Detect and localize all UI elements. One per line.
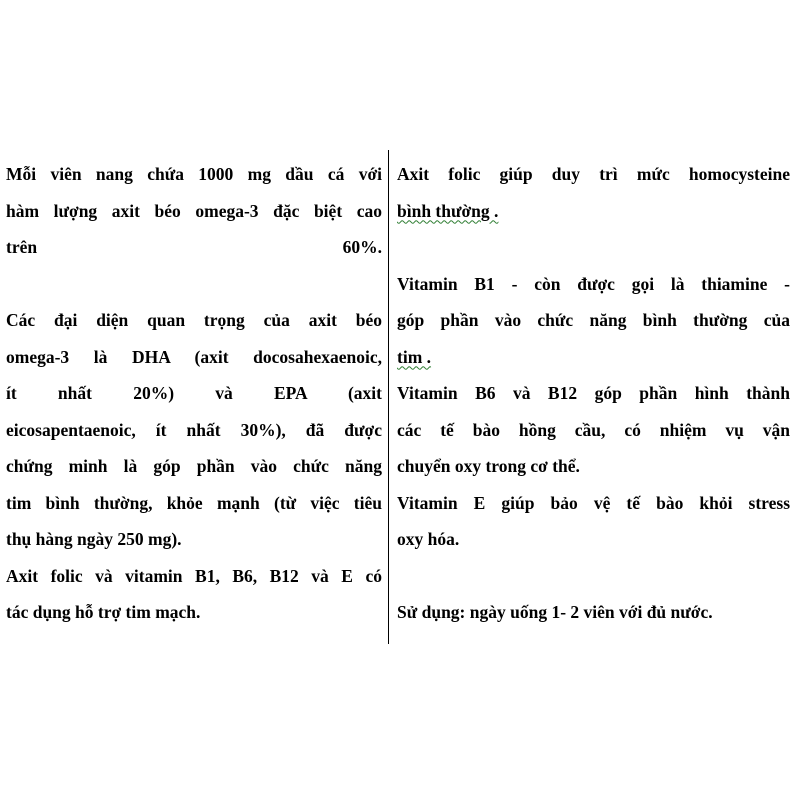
text-line: trên 60%. — [6, 237, 382, 257]
left-column — [6, 159, 382, 634]
text-line: eicosapentaenoic, ít nhất 30%), đã được — [6, 419, 382, 440]
text-line: chứng minh là góp phần vào chức năng — [6, 456, 382, 476]
blank-line — [397, 232, 790, 269]
text-line: oxy hóa. — [397, 529, 460, 549]
text-line: Axit folic và vitamin B1, B6, B12 và E có — [6, 565, 382, 586]
usage-line: Sử dụng: ngày uống 1- 2 viên với đủ nước. — [397, 602, 713, 622]
text-line — [397, 342, 790, 379]
text-line: tim bình thường, khỏe mạnh (từ việc tiêu — [6, 492, 382, 513]
blank-line — [397, 561, 790, 598]
text-line: Vitamin B6 và B12 góp phần hình thành — [397, 383, 790, 403]
column-divider — [388, 150, 389, 644]
text-line: hàm lượng axit béo omega-3 đặc biệt cao — [6, 200, 382, 221]
spellcheck-underlined-text: tim . — [397, 346, 432, 367]
text-line: Vitamin E giúp bảo vệ tế bào khỏi stress — [397, 492, 790, 513]
text-line: Axit folic giúp duy trì mức homocysteine — [397, 164, 790, 184]
right-column — [397, 159, 790, 634]
text-line: Mỗi viên nang chứa 1000 mg dầu cá với — [6, 164, 382, 184]
text-line: omega-3 là DHA (axit docosahexaenoic, — [6, 346, 382, 367]
blank-line — [6, 269, 382, 306]
text-line: Các đại diện quan trọng của axit béo — [6, 310, 382, 330]
text-line: tác dụng hỗ trợ tim mạch. — [6, 602, 201, 622]
text-line: ít nhất 20%) và EPA (axit — [6, 383, 382, 403]
text-line: thụ hàng ngày 250 mg). — [6, 529, 182, 549]
text-line: chuyển oxy trong cơ thể. — [397, 456, 580, 476]
text-line: góp phần vào chức năng bình thường của — [397, 310, 790, 330]
text-line — [397, 196, 790, 233]
text-line: các tế bào hồng cầu, có nhiệm vụ vận — [397, 419, 790, 440]
spellcheck-underlined-text: bình thường . — [397, 200, 499, 221]
text-line: Vitamin B1 - còn được gọi là thiamine - — [397, 273, 790, 294]
